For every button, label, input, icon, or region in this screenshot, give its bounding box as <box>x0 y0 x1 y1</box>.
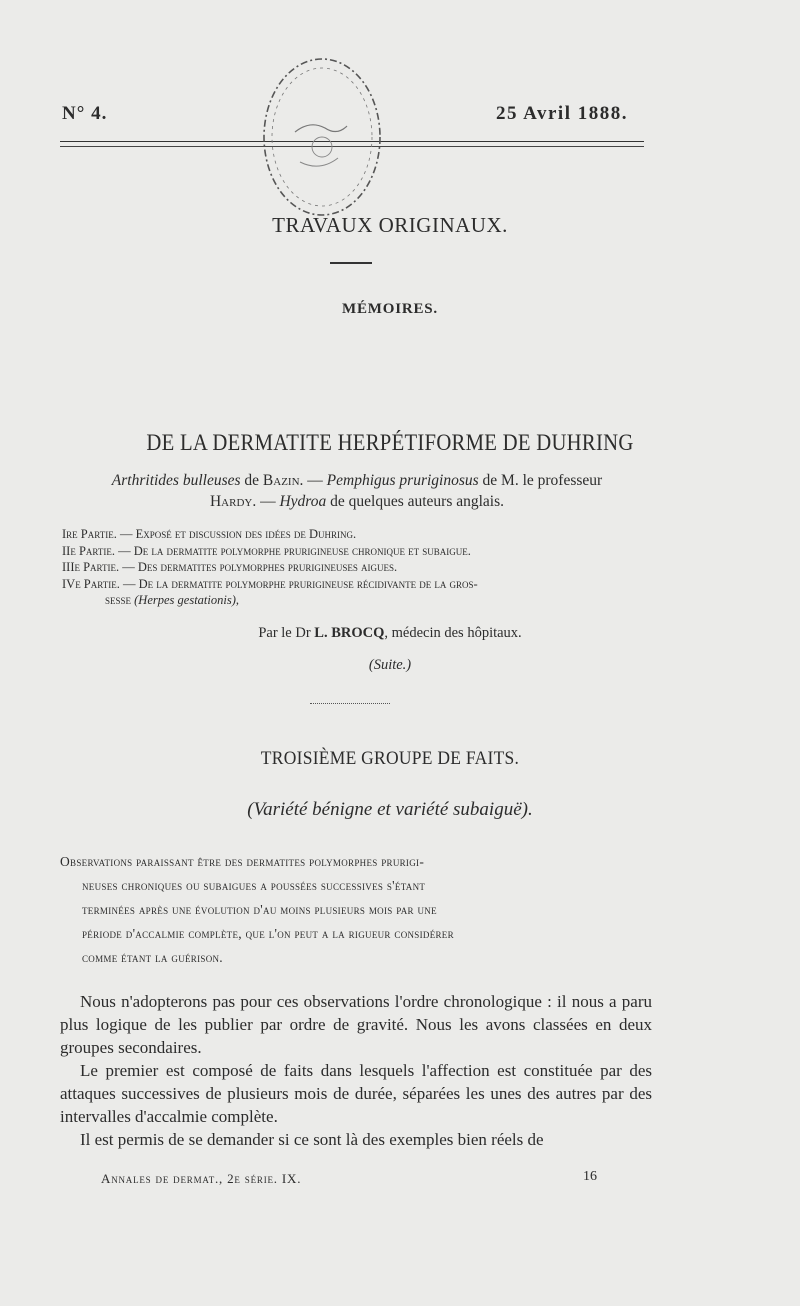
part-line: Ire Partie. — Exposé et discussion des idées de Duhring. <box>62 527 357 541</box>
author-prefix: Par le Dr <box>258 625 315 641</box>
suite-label: (Suite.) <box>368 657 412 673</box>
observations-line: période d'accalmie complète, que l'on peut a la rigueur considérer <box>82 926 454 941</box>
subtitle-de: de <box>240 472 263 489</box>
subtitle-sep-2: . — <box>252 493 280 510</box>
article-subtitle <box>60 470 654 512</box>
author-name: L. BROCQ <box>314 625 385 641</box>
subtitle-author-2: Hardy <box>209 493 253 510</box>
observations-line: Observations paraissant être des dermatites polymorphes prurigi- <box>60 854 425 869</box>
article-title: DE LA DERMATITE HERPÉTIFORME DE DUHRING <box>146 430 634 455</box>
body-text <box>60 990 652 1151</box>
issue-number: N° 4. <box>62 103 108 124</box>
subtitle-term-1: Arthritides bulleuses <box>111 472 241 489</box>
body-paragraph: Il est permis de se demander si ce sont là des exemples bien réels de <box>80 1130 544 1149</box>
observations-line: neuses chroniques ou subaigues a poussées successives s'étant <box>82 878 426 893</box>
subtitle-rest-3: de quelques auteurs anglais. <box>326 493 505 510</box>
dotted-divider <box>310 703 390 704</box>
part-cont-end: , <box>235 593 239 607</box>
subtitle-rest-2: de M. le professeur <box>478 472 603 489</box>
footer-page-number: 16 <box>583 1169 597 1184</box>
part-cont-plain: sesse <box>105 593 135 607</box>
library-stamp-icon <box>255 52 390 222</box>
part-line: IVe Partie. — De la dermatite polymorphe prurigineuse récidivante de la gros- <box>62 576 478 591</box>
subtitle-sep-1: . — <box>299 472 327 489</box>
observations-line: comme étant la guérison. <box>82 950 223 965</box>
subtitle-term-2: Pemphigus pruriginosus <box>326 472 479 489</box>
body-paragraph: Nous n'adopterons pas pour ces observations l'ordre chronologique : il nous a paru plus logique de les publier par ordre de gravité. Nous les avons classées en deux groupes secondaires. <box>60 992 652 1057</box>
subsection-title: MÉMOIRES. <box>342 301 438 317</box>
part-cont-italic: (Herpes gestationis) <box>134 593 236 607</box>
subtitle-term-3: Hydroa <box>279 493 327 510</box>
observations-line: terminées après une évolution d'au moins plusieurs mois par une <box>82 902 437 917</box>
group-title: TROISIÈME GROUPE DE FAITS. <box>260 748 520 769</box>
part-line: IIe Partie. — De la dermatite polymorphe prurigineuse chronique et subaigue. <box>62 543 471 558</box>
part-line-continuation <box>62 592 662 609</box>
observations-heading <box>60 850 654 970</box>
variety-subtitle: (Variété bénigne et variété subaiguë). <box>247 799 533 820</box>
footer-journal: Annales de dermat., 2e série. IX. <box>101 1171 302 1186</box>
author-suffix: , médecin des hôpitaux. <box>384 625 522 641</box>
issue-date: 25 Avril 1888. <box>495 103 628 124</box>
subtitle-author-1: Bazin <box>262 472 300 489</box>
section-title: TRAVAUX ORIGINAUX. <box>272 213 508 237</box>
part-line: IIIe Partie. — Des dermatites polymorphes prurigineuses aigues. <box>62 560 398 574</box>
body-paragraph: Le premier est composé de faits dans lesquels l'affection est constituée par des attaques successives de plusieurs mois de durée, séparées les unes des autres par des intervalles d'accalmie complète. <box>60 1061 652 1126</box>
article-parts-list <box>62 526 662 609</box>
section-divider <box>330 262 372 264</box>
article-author <box>40 625 740 642</box>
